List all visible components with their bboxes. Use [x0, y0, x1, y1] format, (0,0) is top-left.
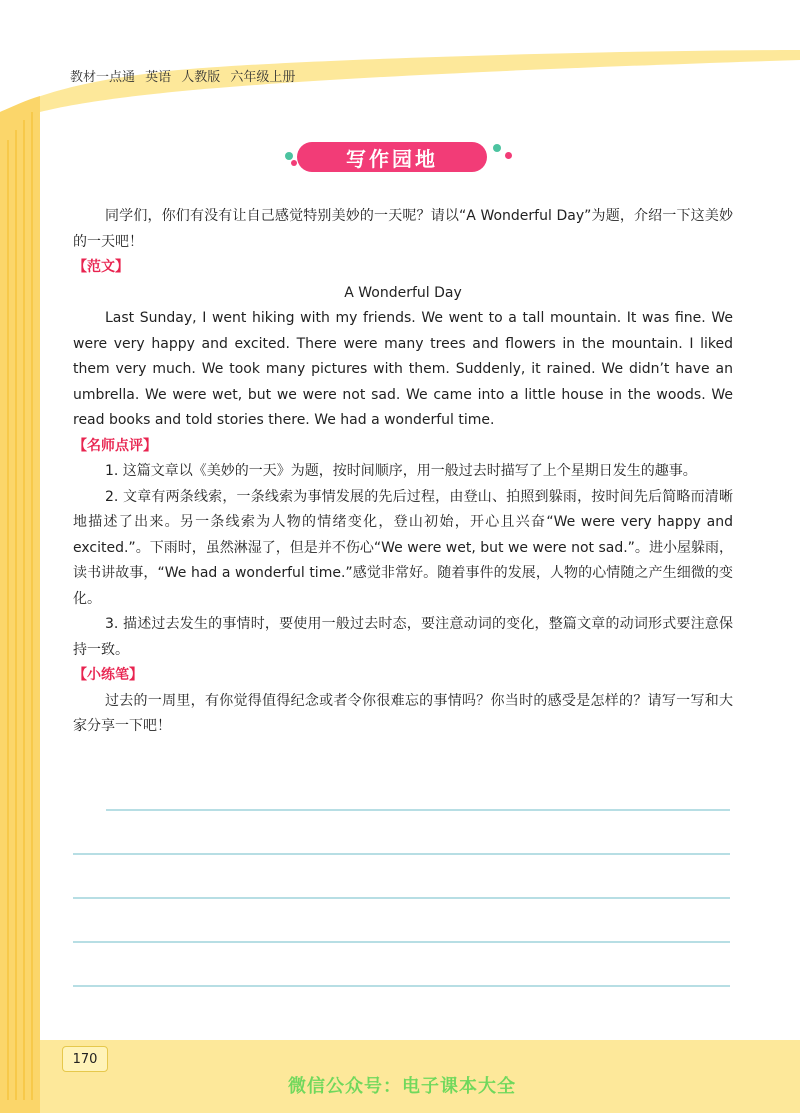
sample-tag: 【范文】: [73, 259, 129, 275]
book-header: 教材一点通 英语 人教版 六年级上册: [70, 70, 296, 85]
sample-body: Last Sunday, I went hiking with my friends. We went to a tall mountain. It was fine. We were very happy and excited. There were many trees and flowers in the mountain. I liked them very much. We took many pictures with them. Suddenly, it rained. We didn’t have an umbrella. We were wet, but we were not sad. We came into a little house in the woods. We read books and told stories there. We had a wonderful time.: [73, 310, 733, 428]
practice-tag: 【小练笔】: [73, 667, 143, 683]
comment-point: 1. 这篇文章以《美妙的一天》为题，按时间顺序，用一般过去时描写了上个星期日发生的趣事。: [105, 463, 697, 479]
writing-prompt: 同学们，你们有没有让自己感觉特别美妙的一天呢？请以“A Wonderful Day”为题，介绍一下这美妙的一天吧！: [73, 208, 733, 250]
comment-point: 3. 描述过去发生的事情时，要使用一般过去时态，要注意动词的变化，整篇文章的动词形式要注意保持一致。: [73, 616, 733, 658]
sample-title: A Wonderful Day: [344, 284, 462, 301]
watermark-text: 微信公众号：电子课本大全: [288, 1076, 516, 1097]
practice-prompt: 过去的一周里，有你觉得值得纪念或者令你很难忘的事情吗？你当时的感受是怎样的？请写一写和大家分享一下吧！: [73, 692, 733, 734]
page-number: 170: [62, 1046, 108, 1072]
comment-tag: 【名师点评】: [73, 437, 157, 454]
comment-point: 2. 文章有两条线索，一条线索为事情发展的先后过程，由登山、拍照到躲雨，按时间先后简略而清晰地描述了出来。另一条线索为人物的情绪变化，登山初始，开心且兴奋“We were very happy and excited.”。下雨时，虽然淋湿了，但是并不伤心“We were wet, but we were not sad.”。进小屋躲雨，读书讲故事，“We had a wonderful time.”感觉非常好。随着事件的发展，人物的心情随之产生细微的变化。: [73, 488, 733, 607]
section-title: 写作园地: [346, 146, 438, 171]
